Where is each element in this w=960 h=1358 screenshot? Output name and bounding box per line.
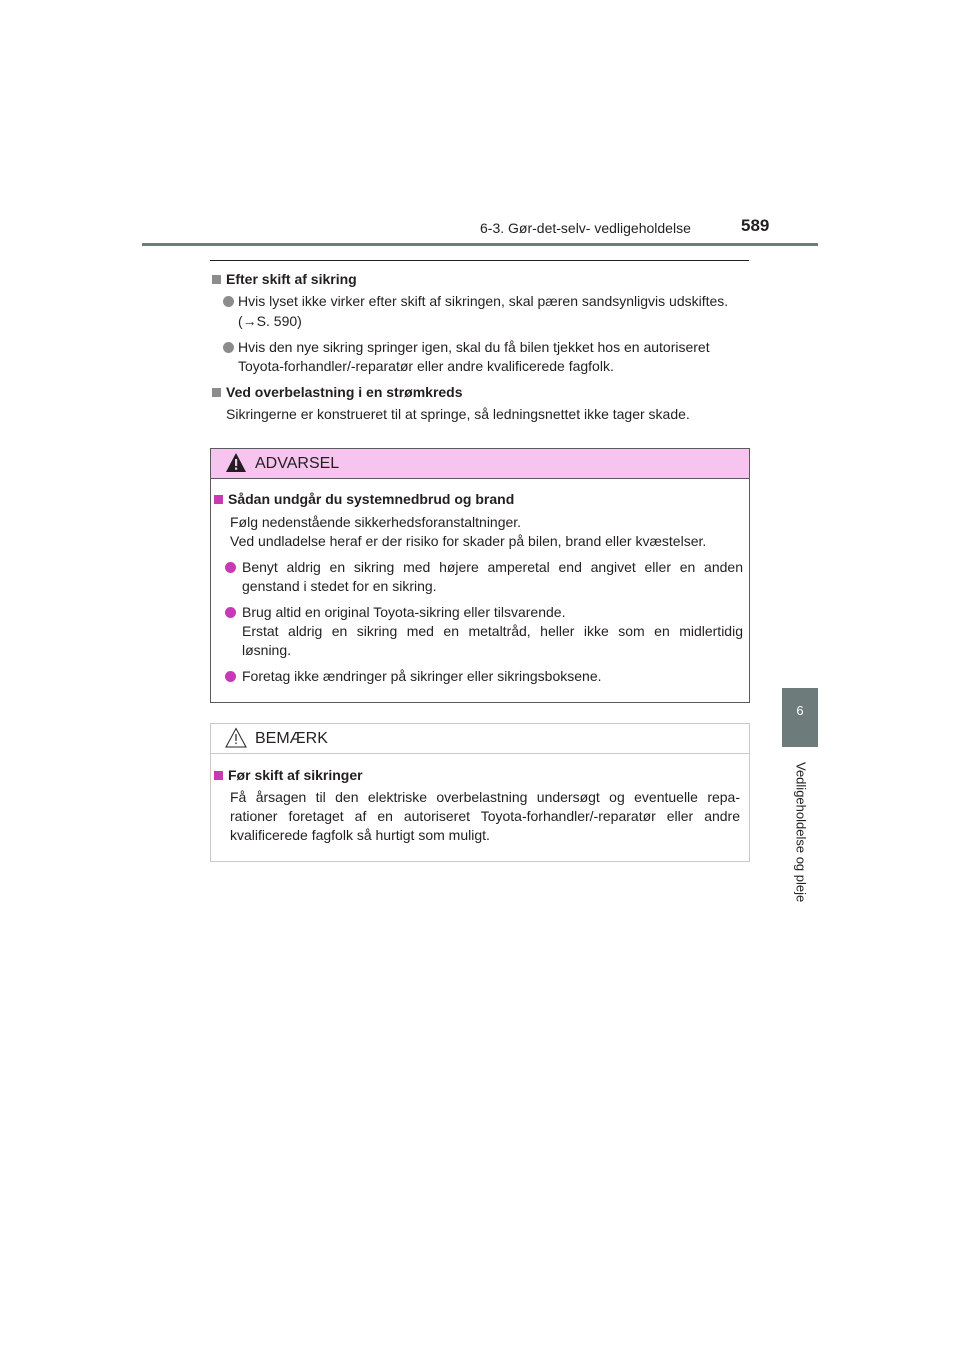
notice-text: Få årsagen til den elektriske overbelastning undersøgt og eventuelle repa- [230, 789, 740, 805]
caution-triangle-icon [225, 727, 247, 748]
square-bullet-icon [214, 495, 223, 504]
square-bullet-icon [212, 275, 221, 284]
cross-reference: (→S. 590) [238, 313, 302, 329]
round-bullet-icon [225, 671, 236, 682]
page-number: 589 [741, 216, 770, 235]
bullet-text: Hvis den nye sikring springer igen, skal du få bilen tjekket hos en autoriseret [238, 339, 710, 355]
bullet-text-continued: Toyota-forhandler/-reparatør eller andre kvalificerede fagfolk. [238, 358, 614, 374]
notice-box [210, 723, 750, 862]
chapter-tab-label [771, 757, 831, 907]
warning-intro: Følg nedenstående sikkerhedsforanstaltninger. [230, 514, 522, 530]
warning-bullet-text: Benyt aldrig en sikring med højere amperetal end angivet eller en anden [242, 559, 743, 575]
notice-title: BEMÆRK [255, 730, 328, 747]
bullet-item [223, 339, 710, 355]
warning-heading-text: Sådan undgår du systemnedbrud og brand [228, 491, 515, 507]
square-bullet-icon [214, 771, 223, 780]
round-bullet-icon [223, 342, 234, 353]
notice-text: kvalificerede fagfolk så hurtigt som muligt. [230, 827, 490, 843]
warning-bullet [225, 559, 240, 575]
section-heading [212, 271, 357, 287]
warning-box [210, 448, 750, 703]
section-heading-text: Ved overbelastning i en strømkreds [226, 384, 463, 400]
warning-bullet-text: genstand i stedet for en sikring. [242, 578, 437, 594]
notice-header [211, 724, 749, 754]
body-text: Sikringerne er konstrueret til at springe, så ledningsnettet ikke tager skade. [226, 406, 690, 422]
content-divider [210, 260, 749, 261]
round-bullet-icon [223, 296, 234, 307]
bullet-text: Hvis lyset ikke virker efter skift af sikringen, skal pæren sandsynligvis udskiftes. [238, 293, 729, 309]
square-bullet-icon [212, 388, 221, 397]
warning-intro: Ved undladelse heraf er der risiko for skader på bilen, brand eller kvæstelser. [230, 533, 707, 549]
notice-heading [214, 767, 363, 783]
round-bullet-icon [225, 562, 236, 573]
warning-triangle-icon [225, 452, 247, 473]
warning-bullet-text: løsning. [242, 642, 292, 658]
warning-bullet-text: Foretag ikke ændringer på sikringer eller sikringsboksene. [242, 668, 602, 684]
warning-heading [214, 491, 514, 507]
warning-bullet-text: Erstat aldrig en sikring med en metaltråd, heller ikke som en midlertidig [242, 623, 743, 639]
round-bullet-icon [225, 607, 236, 618]
section-heading-text: Efter skift af sikring [226, 271, 357, 287]
bullet-item [223, 293, 728, 309]
warning-bullet-text: Brug altid en original Toyota-sikring eller tilsvarende. [242, 604, 566, 620]
notice-text: rationer foretaget af en autoriseret Toyota-forhandler/-reparatør eller andre [230, 808, 740, 824]
chapter-tab-number: 6 [796, 703, 804, 718]
section-heading [212, 384, 463, 400]
header-divider [142, 243, 818, 246]
warning-bullet [225, 604, 240, 620]
section-title: 6-3. Gør-det-selv- vedligeholdelse [480, 220, 691, 236]
warning-header [211, 449, 749, 479]
chapter-tab-label-text: Vedligeholdelse og pleje [793, 761, 809, 903]
warning-title: ADVARSEL [255, 455, 340, 472]
warning-bullet [225, 668, 240, 684]
notice-heading-text: Før skift af sikringer [228, 767, 363, 783]
